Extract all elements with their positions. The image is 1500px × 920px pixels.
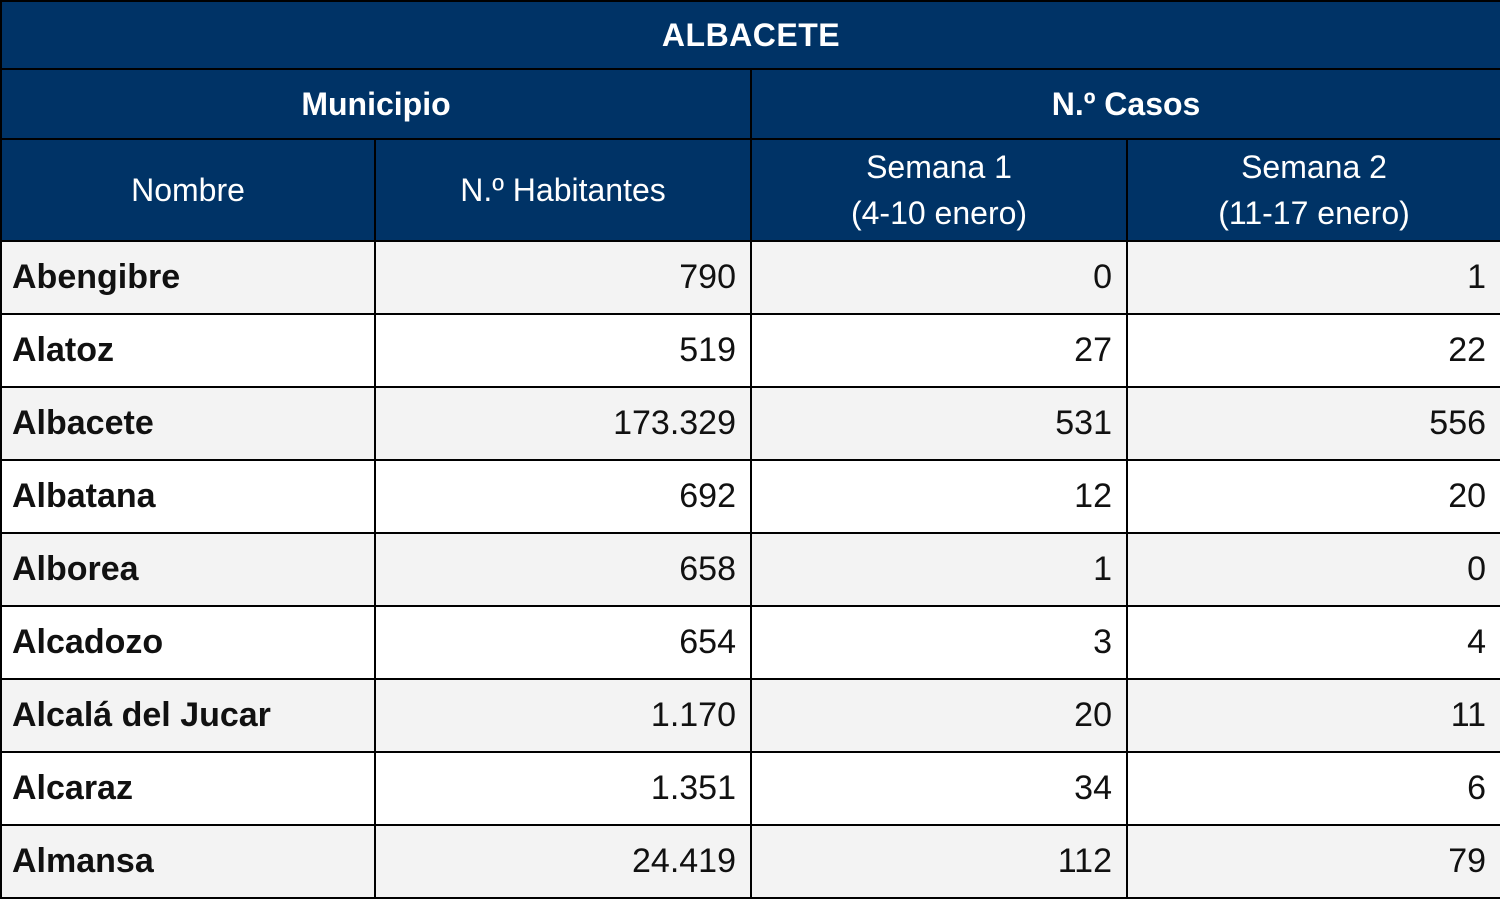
municipio-name-cell: Alborea (1, 533, 375, 606)
habitantes-cell: 519 (375, 314, 751, 387)
group-header-row (1, 69, 1500, 139)
semana2-label: Semana 2 (1241, 149, 1387, 185)
semana2-cases-cell: 11 (1127, 679, 1500, 752)
column-header-nombre: Nombre (1, 139, 375, 241)
municipio-name-cell: Alatoz (1, 314, 375, 387)
column-header-row (1, 139, 1500, 241)
column-header-semana1 (751, 139, 1127, 241)
table-body (1, 241, 1500, 898)
municipio-name-cell: Almansa (1, 825, 375, 898)
group-header-casos: N.º Casos (751, 69, 1500, 139)
semana1-cases-cell: 27 (751, 314, 1127, 387)
habitantes-cell: 1.351 (375, 752, 751, 825)
table-row (1, 606, 1500, 679)
table-row (1, 679, 1500, 752)
semana1-cases-cell: 20 (751, 679, 1127, 752)
semana2-cases-cell: 22 (1127, 314, 1500, 387)
habitantes-cell: 24.419 (375, 825, 751, 898)
semana2-cases-cell: 6 (1127, 752, 1500, 825)
municipio-name-cell: Alcadozo (1, 606, 375, 679)
table-row (1, 387, 1500, 460)
habitantes-cell: 692 (375, 460, 751, 533)
semana2-dates: (11-17 enero) (1218, 195, 1410, 231)
semana1-cases-cell: 112 (751, 825, 1127, 898)
table-row (1, 241, 1500, 314)
semana1-cases-cell: 3 (751, 606, 1127, 679)
semana2-cases-cell: 4 (1127, 606, 1500, 679)
semana1-cases-cell: 34 (751, 752, 1127, 825)
table-title: ALBACETE (1, 1, 1500, 69)
semana1-cases-cell: 531 (751, 387, 1127, 460)
table-row (1, 314, 1500, 387)
habitantes-cell: 1.170 (375, 679, 751, 752)
semana1-cases-cell: 0 (751, 241, 1127, 314)
column-header-semana2 (1127, 139, 1500, 241)
title-row (1, 1, 1500, 69)
table-row (1, 460, 1500, 533)
municipio-name-cell: Albacete (1, 387, 375, 460)
municipio-name-cell: Abengibre (1, 241, 375, 314)
semana1-cases-cell: 12 (751, 460, 1127, 533)
habitantes-cell: 658 (375, 533, 751, 606)
table-row (1, 752, 1500, 825)
habitantes-cell: 654 (375, 606, 751, 679)
semana1-cases-cell: 1 (751, 533, 1127, 606)
semana2-cases-cell: 0 (1127, 533, 1500, 606)
column-header-habitantes: N.º Habitantes (375, 139, 751, 241)
habitantes-cell: 790 (375, 241, 751, 314)
habitantes-cell: 173.329 (375, 387, 751, 460)
table-row (1, 533, 1500, 606)
municipio-name-cell: Albatana (1, 460, 375, 533)
semana1-label: Semana 1 (866, 149, 1012, 185)
semana2-cases-cell: 556 (1127, 387, 1500, 460)
municipio-name-cell: Alcalá del Jucar (1, 679, 375, 752)
semana2-cases-cell: 79 (1127, 825, 1500, 898)
group-header-municipio: Municipio (1, 69, 751, 139)
semana2-cases-cell: 1 (1127, 241, 1500, 314)
municipio-name-cell: Alcaraz (1, 752, 375, 825)
table-row (1, 825, 1500, 898)
semana1-dates: (4-10 enero) (850, 195, 1028, 231)
semana2-cases-cell: 20 (1127, 460, 1500, 533)
